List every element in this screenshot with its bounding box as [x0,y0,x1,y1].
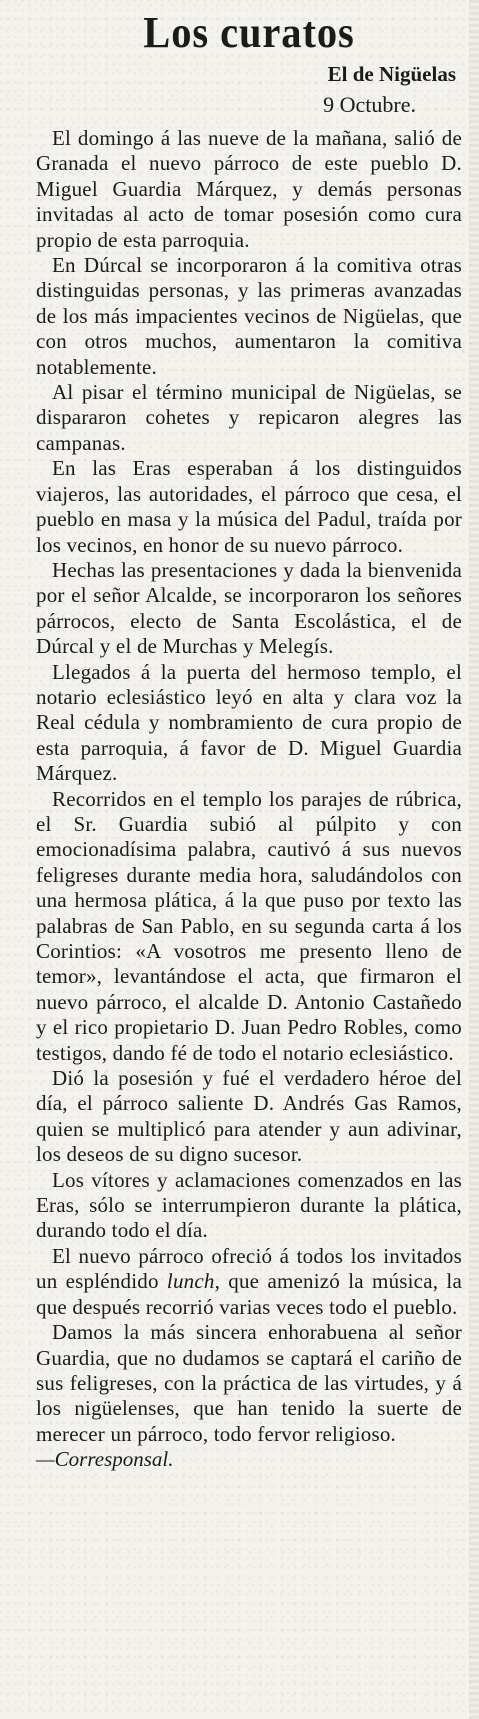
signature: —Corresponsal. [36,1447,174,1472]
paragraph-sermon: Recorridos en el templo los parajes de rúbrica, el Sr. Guardia subió al púlpito y con emocionadísima palabra, cautivó á sus nuevos feligreses durante media hora, saludándolos con una hermosa plática, á la que puso por texto las palabras de San Pablo, en su segunda carta á los Corintios: «A vosotros me presento lleno de temor», levantándose el acta, que firmaron el nuevo párroco, el alcalde D. Antonio Castañedo y el rico propietario D. Juan Pedro Robles, como testigos, dando fé de todo el notario eclesiástico. [36,786,462,1065]
article-date: 9 Octubre. [323,92,416,117]
paragraph-welcome: Hechas las presentaciones y dada la bienvenida por el señor Alcalde, se incorporaron los señores párrocos, electo de Santa Escolástica, el de Dúrcal y el de Murchas y Melegís. [36,557,462,659]
page-edge [469,0,479,1719]
paragraph-arrival: Al pisar el término municipal de Nigüelas, se dispararon cohetes y repicaron alegres las campanas. [36,380,462,455]
paragraph-lunch [36,1244,462,1320]
lunch-text-before: El nuevo párroco ofreció á todos los invitados un espléndido [36,1243,462,1294]
article-title: Los curatos [143,8,355,57]
lunch-text-after: , que amenizó la música, la que después recorrió varias veces todo el pueblo. [36,1269,462,1319]
dateline: El de Nigüelas [327,62,456,86]
paragraph-congratulations: Damos la más sincera enhorabuena al señor Guardia, que no dudamos se captará el cariño de sus feligreses, con la práctica de las virtudes, y á los nigüelenses, que han tenido la suerte de merecer un párroco, todo fervor religioso. [36,1320,462,1446]
paragraph-possession: Dió la posesión y fué el verdadero héroe del día, el párroco saliente D. Andrés Gas Ramos, quien se multiplicó para atender y aun adivinar, los deseos de su digno sucesor. [36,1066,462,1167]
paragraph-departure: El domingo á las nueve de la mañana, salió de Granada el nuevo párroco de este pueblo D. Miguel Guardia Márquez, y demás personas invitadas al acto de tomar posesión como cura propio de esta parroquia. [36,126,462,252]
paragraph-eras: En las Eras esperaban á los distinguidos viajeros, las autoridades, el párroco que cesa, el pueblo en masa y la música del Padul, traída por los vecinos, en honor de su nuevo párroco. [36,456,462,557]
paragraph-cheers: Los vítores y aclamaciones comenzados en las Eras, sólo se interrumpieron durante la plática, durando todo el día. [36,1167,462,1243]
paragraph-durcal: En Dúrcal se incorporaron á la comitiva otras distinguidas personas, y las primeras avanzadas de los más impacientes vecinos de Nigüelas, que con otros muchos, aumentaron la comitiva notablemente. [36,253,462,379]
lunch-emphasis: lunch [166,1269,215,1294]
article [36,6,462,1473]
paragraph-temple: Llegados á la puerta del hermoso templo, el notario eclesiástico leyó en alta y clara voz la Real cédula y nombramiento de cura propio de esta parroquia, á favor de D. Miguel Guardia Márquez. [36,659,462,786]
